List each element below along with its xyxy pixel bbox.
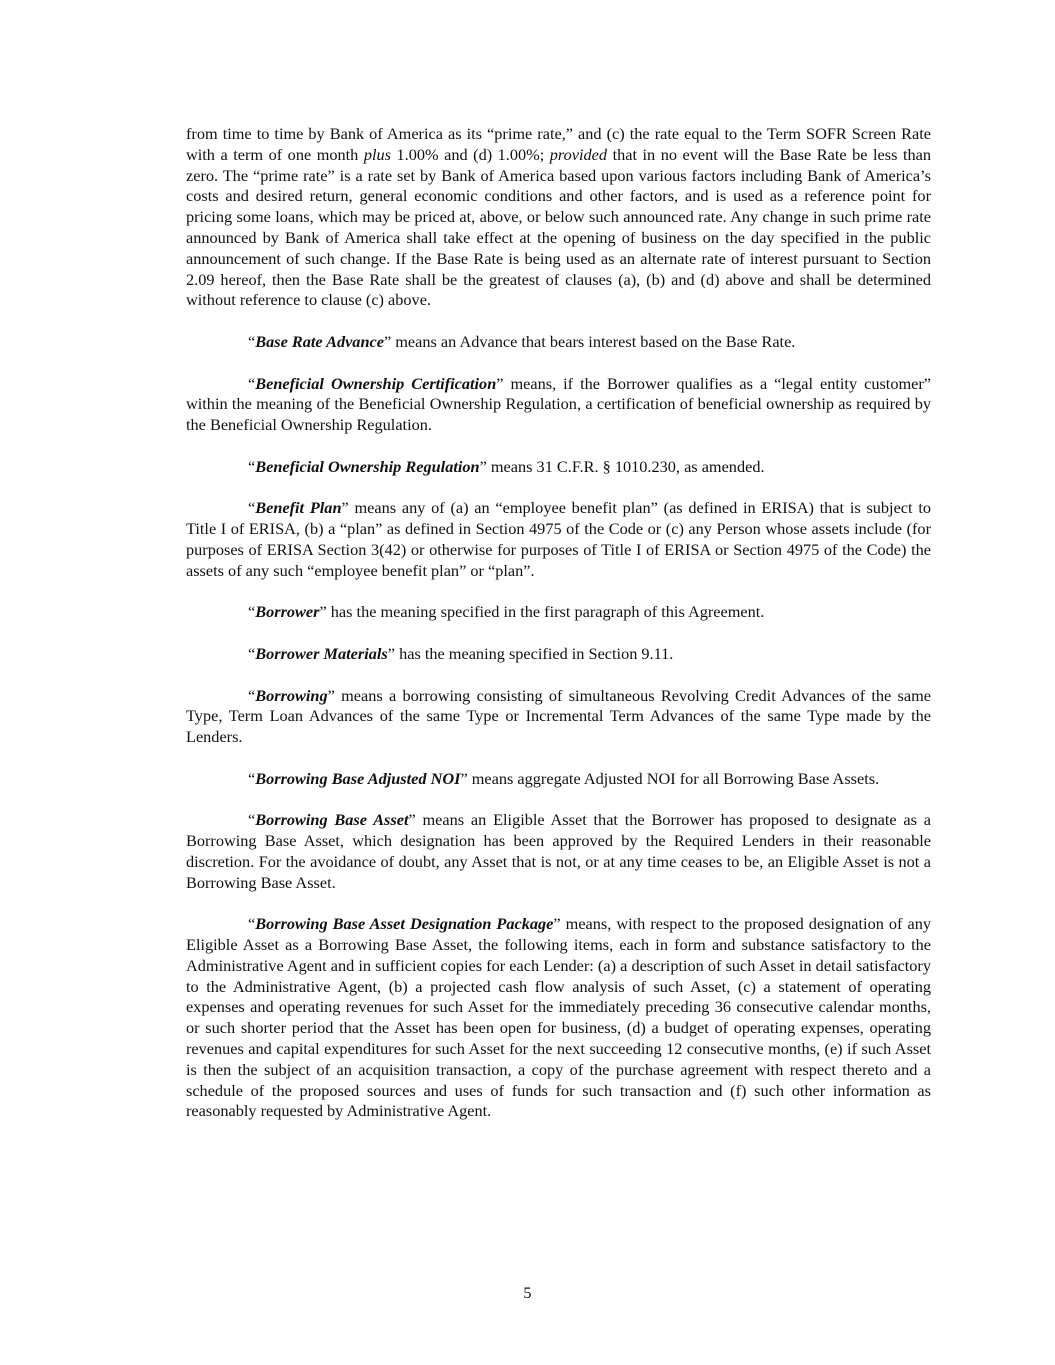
definition-text: ” means aggregate Adjusted NOI for all Borrowing Base Assets. — [460, 768, 880, 788]
definition-paragraph: “Beneficial Ownership Certification” means, if the Borrower qualifies as a “legal entity customer” within the meaning of the Beneficial Ownership Regulation, a certification of beneficial ownership as required by the Beneficial Ownership Regulation. — [186, 373, 931, 435]
page-number: 5 — [523, 1283, 532, 1302]
definition-text: ” means an Eligible Asset that the Borrower has proposed to designate as a Borrowing Base Asset, which designation has been approved by the Required Lenders in their reasonable discretion. For the avoidance of doubt, any Asset that is not, or at any time ceases to be, an Eligible Asset is not a Borrowing Base Asset. — [186, 810, 931, 892]
intro-text-2: 1.00% and (d) 1.00%; — [391, 144, 550, 164]
defined-term: Borrower Materials — [255, 643, 388, 663]
definition-paragraph: “Base Rate Advance” means an Advance that bears interest based on the Base Rate. — [248, 331, 796, 351]
intro-text-1: from time to time by Bank of America as its “prime rate,” and (c) the rate equal to the Term SOFR Screen Rate with a term of one month — [186, 124, 931, 164]
defined-term: Benefit Plan — [255, 498, 342, 518]
definition-paragraph: “Borrower Materials” has the meaning specified in Section 9.11. — [248, 643, 674, 663]
defined-term: Beneficial Ownership Regulation — [255, 456, 480, 476]
document-body — [186, 124, 931, 1143]
intro-text-3: that in no event will the Base Rate be less than zero. The “prime rate” is a rate set by Bank of America based upon various factors including Bank of America’s costs and desired return, general economic conditions and other factors, and is used as a reference point for pricing some loans, which may be priced at, above, or below such announced rate. Any change in such prime rate announced by Bank of America shall take effect at the opening of business on the day specified in the public announcement of such change. If the Base Rate is being used as an alternate rate of interest pursuant to Section 2.09 hereof, then the Base Rate shall be the greatest of clauses (a), (b) and (d) above and shall be determined without reference to clause (c) above. — [186, 144, 931, 310]
defined-term: Beneficial Ownership Certification — [255, 373, 497, 393]
definition-paragraph: “Borrowing Base Asset” means an Eligible Asset that the Borrower has proposed to designate as a Borrowing Base Asset, which designation has been approved by the Required Lenders in their reasonable discretion. For the avoidance of doubt, any Asset that is not, or at any time ceases to be, an Eligible Asset is not a Borrowing Base Asset. — [186, 810, 931, 892]
definition-paragraph: “Borrowing” means a borrowing consisting of simultaneous Revolving Credit Advances of the same Type, Term Loan Advances of the same Type or Incremental Term Advances of the same Type made by the Lenders. — [186, 685, 931, 747]
definition-paragraph: “Borrowing Base Adjusted NOI” means aggregate Adjusted NOI for all Borrowing Base Assets. — [248, 768, 880, 788]
defined-term: Borrower — [255, 602, 320, 622]
definition-paragraph: “Borrowing Base Asset Designation Package” means, with respect to the proposed designation of any Eligible Asset as a Borrowing Base Asset, the following items, each in form and substance satisfactory to the Administrative Agent and in sufficient copies for each Lender: (a) a description of such Asset in detail satisfactory to the Administrative Agent, (b) a projected cash flow analysis of such Asset, (c) a statement of operating expenses and operating revenues for such Asset for the immediately preceding 36 consecutive calendar months, or such shorter period that the Asset has been open for business, (d) a budget of operating expenses, operating revenues and capital expenditures for such Asset for the next succeeding 12 consecutive months, (e) if such Asset is then the subject of an acquisition transaction, a copy of the purchase agreement with respect thereto and a schedule of the proposed sources and uses of funds for such transaction and (f) such other information as reasonably requested by Administrative Agent. — [186, 914, 931, 1121]
definition-text: ” means 31 C.F.R. § 1010.230, as amended. — [479, 456, 765, 476]
definition-paragraph: “Benefit Plan” means any of (a) an “employee benefit plan” (as defined in ERISA) that is subject to Title I of ERISA, (b) a “plan” as defined in Section 4975 of the Code or (c) any Person whose assets include (for purposes of ERISA Section 3(42) or otherwise for purposes of Title I of ERISA or Section 4975 of the Code) the assets of any such “employee benefit plan” or “plan”. — [186, 498, 931, 580]
definition-text: ” has the meaning specified in Section 9.11. — [387, 643, 674, 663]
base-rate-continuation-paragraph — [186, 124, 931, 311]
definition-text: ” has the meaning specified in the first paragraph of this Agreement. — [319, 602, 765, 622]
definition-text: ” means any of (a) an “employee benefit plan” (as defined in ERISA) that is subject to Title I of ERISA, (b) a “plan” as defined in Section 4975 of the Code or (c) any Person whose assets include (for purposes of ERISA Section 3(42) or otherwise for purposes of Title I of ERISA or Section 4975 of the Code) the assets of any such “employee benefit plan” or “plan”. — [186, 498, 931, 580]
definition-text: ” means an Advance that bears interest based on the Base Rate. — [383, 331, 796, 351]
defined-term: Borrowing Base Asset — [255, 810, 409, 830]
definition-paragraph: “Beneficial Ownership Regulation” means 31 C.F.R. § 1010.230, as amended. — [248, 456, 765, 476]
intro-provided: provided — [549, 144, 608, 164]
defined-term: Borrowing Base Adjusted NOI — [255, 768, 461, 788]
defined-term: Base Rate Advance — [255, 331, 384, 351]
definition-text: ” means a borrowing consisting of simultaneous Revolving Credit Advances of the same Type, Term Loan Advances of the same Type or Incremental Term Advances of the same Type made by the Lenders. — [186, 685, 931, 747]
definition-paragraph: “Borrower” has the meaning specified in the first paragraph of this Agreement. — [248, 602, 765, 622]
defined-term: Borrowing — [255, 685, 328, 705]
intro-plus: plus — [363, 144, 392, 164]
defined-term: Borrowing Base Asset Designation Package — [255, 914, 554, 934]
definition-text: ” means, with respect to the proposed designation of any Eligible Asset as a Borrowing Base Asset, the following items, each in form and substance satisfactory to the Administrative Agent and in sufficient copies for each Lender: (a) a description of such Asset in detail satisfactory to the Administrative Agent, (b) a projected cash flow analysis of such Asset, (c) a statement of operating expenses and operating revenues for such Asset for the immediately preceding 36 consecutive calendar months, or such shorter period that the Asset has been open for business, (d) a budget of operating expenses, operating revenues and capital expenditures for such Asset for the next succeeding 12 consecutive months, (e) if such Asset is then the subject of an acquisition transaction, a copy of the purchase agreement with respect thereto and a schedule of the proposed sources and uses of funds for such transaction and (f) such other information as reasonably requested by Administrative Agent. — [186, 914, 931, 1121]
definition-text: ” means, if the Borrower qualifies as a “legal entity customer” within the meaning of the Beneficial Ownership Regulation, a certification of beneficial ownership as required by the Beneficial Ownership Regulation. — [186, 373, 931, 435]
